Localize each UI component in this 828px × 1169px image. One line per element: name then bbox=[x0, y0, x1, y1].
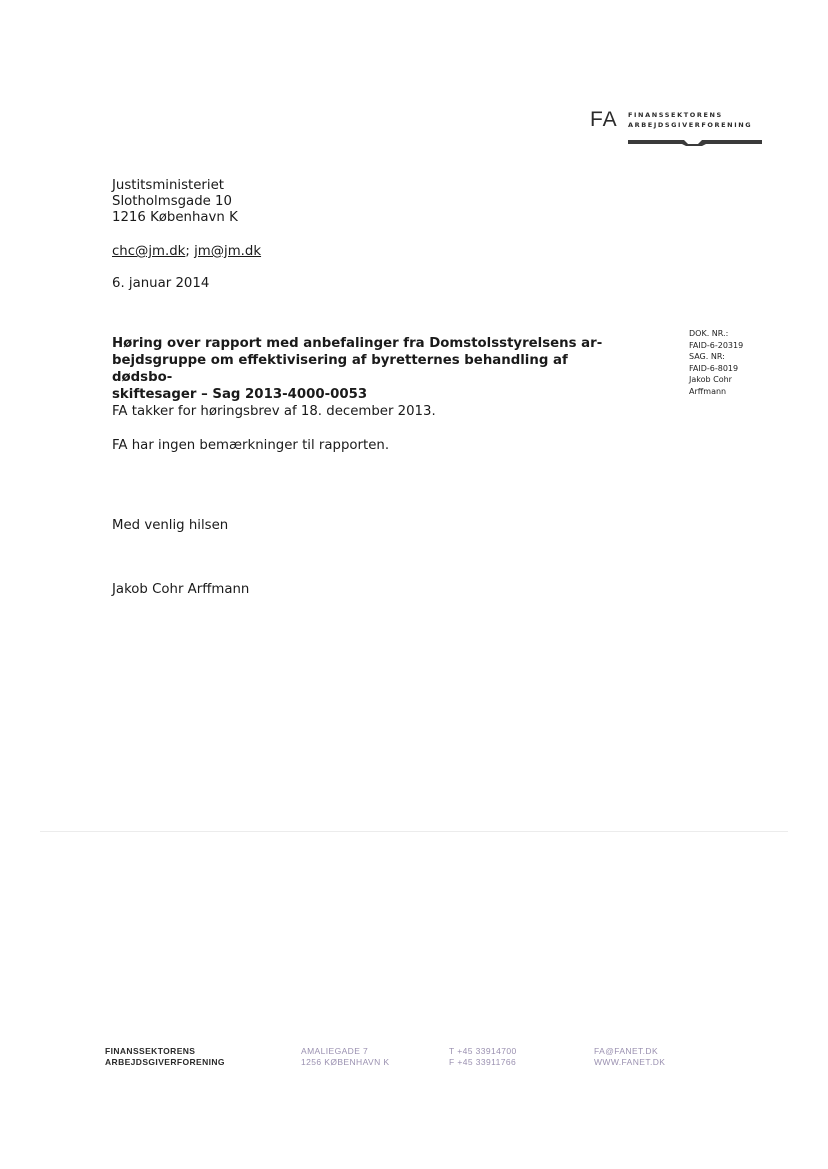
signer-name: Jakob Cohr Arffmann bbox=[112, 582, 250, 597]
recipient-name: Justitsministeriet bbox=[112, 178, 224, 193]
sag-label: SAG. NR: bbox=[689, 352, 725, 361]
footer-email: FA@FANET.DK bbox=[594, 1046, 659, 1056]
subject-line-2: bejdsgruppe om effektivisering af byretternes behandling af dødsbo- bbox=[112, 353, 568, 385]
footer-website: WWW.FANET.DK bbox=[594, 1056, 666, 1067]
author-line-1: Jakob Cohr bbox=[689, 375, 732, 384]
recipient-city: 1216 København K bbox=[112, 210, 238, 225]
dok-value: FAID-6-20319 bbox=[689, 340, 744, 350]
footer-address bbox=[301, 1046, 389, 1067]
sag-value: FAID-6-8019 bbox=[689, 363, 739, 373]
body-paragraph-2: FA har ingen bemærkninger til rapporten. bbox=[112, 438, 390, 453]
logo-mark: FA bbox=[590, 108, 618, 131]
body-paragraph-1: FA takker for høringsbrev af 18. december 2013. bbox=[112, 404, 436, 419]
footer-address-line-2: 1256 KØBENHAVN K bbox=[301, 1056, 390, 1067]
logo-text-line1: FINANSSEKTORENS bbox=[628, 111, 723, 119]
letter-date: 6. januar 2014 bbox=[112, 276, 210, 291]
footer-address-line-1: AMALIEGADE 7 bbox=[301, 1046, 369, 1056]
subject-line-1: Høring over rapport med anbefalinger fra Domstolsstyrelsens ar- bbox=[112, 336, 603, 351]
footer-org-line-1: FINANSSEKTORENS bbox=[105, 1046, 196, 1056]
fold-line bbox=[40, 831, 788, 832]
footer-organization bbox=[105, 1046, 225, 1067]
recipient-street: Slotholmsgade 10 bbox=[112, 194, 232, 209]
logo-text-line2: ARBEJDSGIVERFORENING bbox=[628, 121, 753, 129]
email-separator: ; bbox=[185, 244, 190, 259]
dok-label: DOK. NR.: bbox=[689, 329, 729, 338]
closing: Med venlig hilsen bbox=[112, 518, 229, 533]
footer-phone-line-1: T +45 33914700 bbox=[449, 1046, 517, 1056]
author-line-2: Arffmann bbox=[689, 386, 727, 396]
subject-line-3: skiftesager – Sag 2013-4000-0053 bbox=[112, 387, 368, 402]
reference-meta bbox=[689, 328, 789, 397]
footer-phone-line-2: F +45 33911766 bbox=[449, 1056, 517, 1067]
footer-org-line-2: ARBEJDSGIVERFORENING bbox=[105, 1056, 225, 1067]
email-link-2[interactable]: jm@jm.dk bbox=[194, 244, 262, 259]
fa-logo bbox=[590, 104, 770, 154]
letter-subject bbox=[112, 335, 632, 403]
email-link-1[interactable]: chc@jm.dk bbox=[112, 244, 186, 259]
footer-web bbox=[594, 1046, 665, 1067]
email-line bbox=[112, 244, 261, 260]
footer-phone bbox=[449, 1046, 517, 1067]
logo-bar-graphic bbox=[626, 138, 766, 147]
